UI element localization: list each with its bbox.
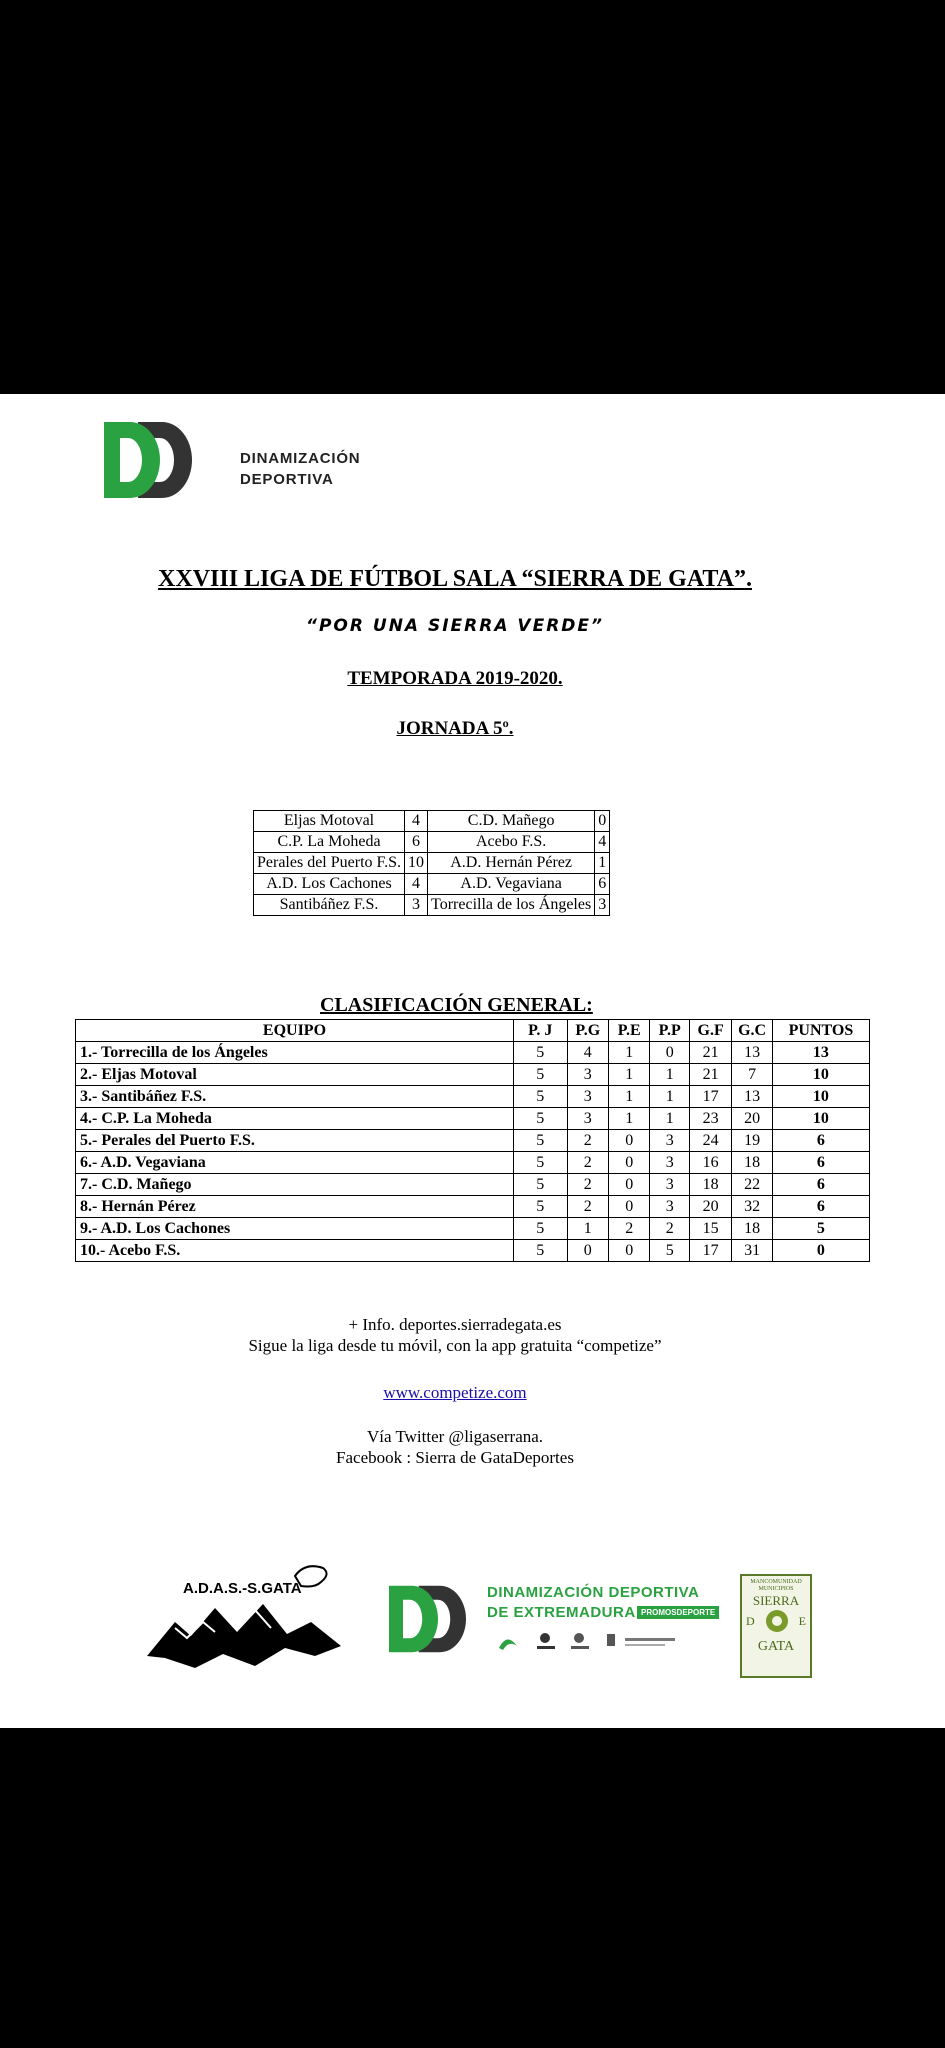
cell-won: 2 xyxy=(567,1130,608,1152)
cell-played: 5 xyxy=(513,1196,567,1218)
cell-won: 3 xyxy=(567,1064,608,1086)
cell-team: 1.- Torrecilla de los Ángeles xyxy=(76,1042,514,1064)
home-team: Eljas Motoval xyxy=(254,811,405,832)
away-score: 1 xyxy=(595,853,610,874)
cell-played: 5 xyxy=(513,1064,567,1086)
cell-team: 2.- Eljas Motoval xyxy=(76,1064,514,1086)
cell-goals-against: 18 xyxy=(732,1152,772,1174)
twitter-line: Vía Twitter @ligaserrana. xyxy=(366,1427,544,1446)
cell-points: 10 xyxy=(772,1108,869,1130)
cell-lost: 0 xyxy=(650,1042,689,1064)
cell-drawn: 0 xyxy=(609,1152,650,1174)
cell-team: 9.- A.D. Los Cachones xyxy=(76,1218,514,1240)
away-score: 0 xyxy=(595,811,610,832)
cell-team: 6.- A.D. Vegaviana xyxy=(76,1152,514,1174)
classification-title: CLASIFICACIÓN GENERAL: xyxy=(320,994,593,1016)
cell-goals-for: 21 xyxy=(689,1064,731,1086)
home-team: Perales del Puerto F.S. xyxy=(254,853,405,874)
standings-table xyxy=(75,1019,870,1262)
cell-goals-for: 17 xyxy=(689,1086,731,1108)
cell-lost: 5 xyxy=(650,1240,689,1262)
cell-played: 5 xyxy=(513,1174,567,1196)
cell-points: 0 xyxy=(772,1240,869,1262)
cell-team: 7.- C.D. Mañego xyxy=(76,1174,514,1196)
cell-points: 13 xyxy=(772,1042,869,1064)
away-team: A.D. Vegaviana xyxy=(428,874,595,895)
cell-lost: 3 xyxy=(650,1152,689,1174)
home-team: A.D. Los Cachones xyxy=(254,874,405,895)
round-title: JORNADA 5º. xyxy=(396,718,514,739)
cell-goals-against: 18 xyxy=(732,1218,772,1240)
cell-drawn: 0 xyxy=(609,1196,650,1218)
adas-logo xyxy=(145,1558,350,1678)
cell-won: 2 xyxy=(567,1196,608,1218)
standings-header-row xyxy=(76,1020,870,1042)
cell-team: 10.- Acebo F.S. xyxy=(76,1240,514,1262)
result-row xyxy=(254,832,610,853)
home-score: 4 xyxy=(405,811,428,832)
cell-goals-against: 13 xyxy=(732,1042,772,1064)
cell-played: 5 xyxy=(513,1240,567,1262)
home-score: 10 xyxy=(405,853,428,874)
dd-logo-line1: DINAMIZACIÓN xyxy=(240,450,361,467)
mountains-icon xyxy=(145,1558,350,1678)
cell-won: 2 xyxy=(567,1174,608,1196)
dd-small-logo-icon xyxy=(375,1584,480,1654)
cell-points: 10 xyxy=(772,1064,869,1086)
away-score: 4 xyxy=(595,832,610,853)
motto: “POR UNA SIERRA VERDE” xyxy=(306,616,604,636)
league-title: XXVIII LIGA DE FÚTBOL SALA “SIERRA DE GATA”. xyxy=(158,566,752,592)
away-team: Acebo F.S. xyxy=(428,832,595,853)
cell-lost: 1 xyxy=(650,1108,689,1130)
dd-logo-text xyxy=(240,448,360,490)
away-team: A.D. Hernán Pérez xyxy=(428,853,595,874)
home-team: Santibáñez F.S. xyxy=(254,895,405,916)
cell-goals-for: 18 xyxy=(689,1174,731,1196)
gata-logo-mid: SIERRA xyxy=(752,1593,800,1608)
cell-goals-against: 22 xyxy=(732,1174,772,1196)
cell-points: 5 xyxy=(772,1218,869,1240)
cell-points: 6 xyxy=(772,1130,869,1152)
cell-drawn: 0 xyxy=(609,1174,650,1196)
cell-points: 10 xyxy=(772,1086,869,1108)
cell-goals-for: 16 xyxy=(689,1152,731,1174)
adas-logo-text: A.D.A.S.-S.GATA xyxy=(183,1580,302,1597)
cell-team: 3.- Santibáñez F.S. xyxy=(76,1086,514,1108)
home-score: 4 xyxy=(405,874,428,895)
cell-goals-for: 21 xyxy=(689,1042,731,1064)
cell-lost: 1 xyxy=(650,1064,689,1086)
cell-played: 5 xyxy=(513,1218,567,1240)
cell-goals-against: 13 xyxy=(732,1086,772,1108)
cell-goals-for: 24 xyxy=(689,1130,731,1152)
gata-logo-top: MANCOMUNIDAD MUNICIPIOS xyxy=(750,1579,802,1592)
dd-logo-icon xyxy=(104,420,192,500)
gata-logo-e: E xyxy=(798,1613,806,1628)
standings-row xyxy=(76,1152,870,1174)
col-header-goals-for: G.F xyxy=(689,1020,731,1042)
results-table xyxy=(253,810,610,916)
cell-goals-for: 23 xyxy=(689,1108,731,1130)
gata-logo-d: D xyxy=(746,1613,755,1628)
cell-lost: 3 xyxy=(650,1130,689,1152)
sponsor-logos-icon xyxy=(495,1628,695,1658)
cell-lost: 2 xyxy=(650,1218,689,1240)
cell-played: 5 xyxy=(513,1042,567,1064)
promosdeporte-badge: PROMOSDEPORTE xyxy=(637,1606,719,1619)
cell-lost: 3 xyxy=(650,1196,689,1218)
cell-drawn: 2 xyxy=(609,1218,650,1240)
standings-row xyxy=(76,1130,870,1152)
cell-team: 8.- Hernán Pérez xyxy=(76,1196,514,1218)
away-score: 3 xyxy=(595,895,610,916)
cell-drawn: 0 xyxy=(609,1130,650,1152)
cell-goals-against: 20 xyxy=(732,1108,772,1130)
cell-goals-against: 31 xyxy=(732,1240,772,1262)
cell-drawn: 1 xyxy=(609,1042,650,1064)
cell-won: 2 xyxy=(567,1152,608,1174)
cell-played: 5 xyxy=(513,1108,567,1130)
result-row xyxy=(254,811,610,832)
cell-drawn: 1 xyxy=(609,1064,650,1086)
col-header-lost: P.P xyxy=(650,1020,689,1042)
standings-row xyxy=(76,1108,870,1130)
info-line: + Info. deportes.sierradegata.es xyxy=(348,1315,562,1334)
standings-row xyxy=(76,1064,870,1086)
col-header-team: EQUIPO xyxy=(76,1020,514,1042)
sierra-gata-logo xyxy=(740,1574,812,1678)
cell-won: 3 xyxy=(567,1086,608,1108)
cell-drawn: 1 xyxy=(609,1086,650,1108)
home-score: 6 xyxy=(405,832,428,853)
home-team: C.P. La Moheda xyxy=(254,832,405,853)
standings-row xyxy=(76,1174,870,1196)
dd-footer-line1: DINAMIZACIÓN DEPORTIVA xyxy=(487,1584,700,1601)
cell-played: 5 xyxy=(513,1152,567,1174)
cell-drawn: 0 xyxy=(609,1240,650,1262)
cell-won: 0 xyxy=(567,1240,608,1262)
dd-logo-line2: DEPORTIVA xyxy=(240,471,334,488)
cell-goals-against: 32 xyxy=(732,1196,772,1218)
col-header-played: P. J xyxy=(513,1020,567,1042)
cell-goals-for: 20 xyxy=(689,1196,731,1218)
col-header-won: P.G xyxy=(567,1020,608,1042)
cell-lost: 1 xyxy=(650,1086,689,1108)
home-score: 3 xyxy=(405,895,428,916)
standings-row xyxy=(76,1196,870,1218)
season-title: TEMPORADA 2019-2020. xyxy=(347,668,563,689)
dd-footer-line2: DE EXTREMADURA xyxy=(487,1604,636,1621)
cell-won: 1 xyxy=(567,1218,608,1240)
competize-link[interactable]: www.competize.com xyxy=(383,1383,527,1402)
cell-drawn: 1 xyxy=(609,1108,650,1130)
cell-goals-against: 7 xyxy=(732,1064,772,1086)
standings-row xyxy=(76,1240,870,1262)
gata-logo-bottom: GATA xyxy=(757,1639,795,1654)
app-line: Sigue la liga desde tu móvil, con la app gratuita “competize” xyxy=(248,1336,662,1355)
standings-row xyxy=(76,1086,870,1108)
cell-played: 5 xyxy=(513,1130,567,1152)
cell-goals-for: 15 xyxy=(689,1218,731,1240)
standings-row xyxy=(76,1042,870,1064)
col-header-goals-against: G.C xyxy=(732,1020,772,1042)
dd-extremadura-logo xyxy=(375,1584,715,1684)
away-team: C.D. Mañego xyxy=(428,811,595,832)
standings-row xyxy=(76,1218,870,1240)
flower-emblem-icon xyxy=(764,1608,790,1634)
col-header-drawn: P.E xyxy=(609,1020,650,1042)
cell-points: 6 xyxy=(772,1174,869,1196)
cell-points: 6 xyxy=(772,1196,869,1218)
col-header-points: PUNTOS xyxy=(772,1020,869,1042)
cell-team: 5.- Perales del Puerto F.S. xyxy=(76,1130,514,1152)
away-team: Torrecilla de los Ángeles xyxy=(428,895,595,916)
cell-points: 6 xyxy=(772,1152,869,1174)
away-score: 6 xyxy=(595,874,610,895)
cell-goals-against: 19 xyxy=(732,1130,772,1152)
cell-played: 5 xyxy=(513,1086,567,1108)
cell-won: 4 xyxy=(567,1042,608,1064)
result-row xyxy=(254,874,610,895)
result-row xyxy=(254,895,610,916)
facebook-line: Facebook : Sierra de GataDeportes xyxy=(336,1448,574,1467)
cell-team: 4.- C.P. La Moheda xyxy=(76,1108,514,1130)
cell-goals-for: 17 xyxy=(689,1240,731,1262)
cell-lost: 3 xyxy=(650,1174,689,1196)
document-page xyxy=(0,394,945,1728)
cell-won: 3 xyxy=(567,1108,608,1130)
result-row xyxy=(254,853,610,874)
